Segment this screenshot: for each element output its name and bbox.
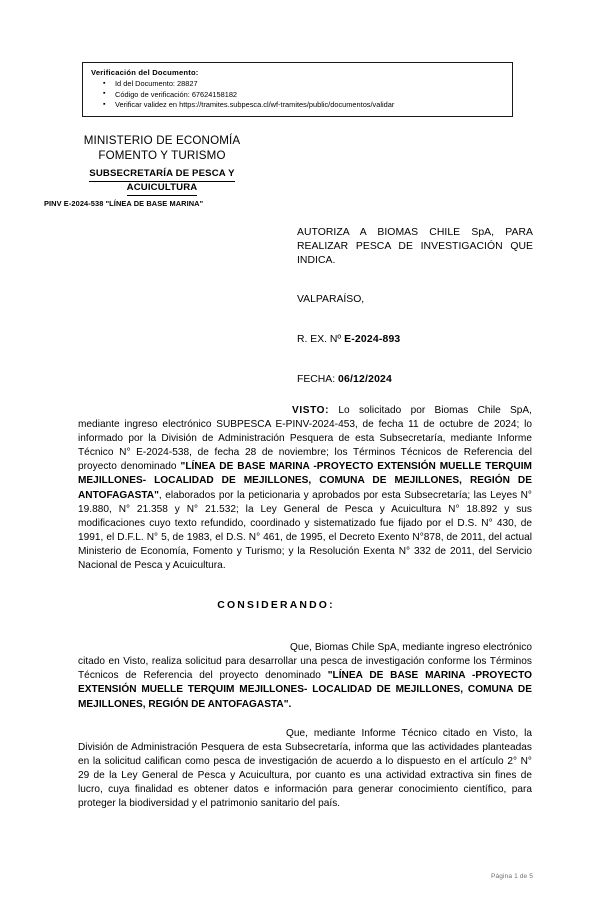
considerando-heading: CONSIDERANDO:	[217, 600, 335, 612]
ministry-line-2: FOMENTO Y TURISMO	[98, 148, 226, 162]
ministry-line-1: MINISTERIO DE ECONOMÍA	[83, 134, 241, 147]
considerando-1-project-title: "LÍNEA DE BASE MARINA -PROYECTO EXTENSIÓN MUELLE TERQUIM MEJILLONES- LOCALIDAD DE MEJILLONES, COMUNA DE MEJILLONES, REGIÓN DE ANTOFAGASTA".	[78, 670, 532, 710]
verification-item-document-id: ▪ Id del Documento: 28827	[115, 79, 506, 90]
considerando-paragraph-2	[78, 727, 532, 812]
visto-text-part2: , elaborados por la peticionaria y aprobados por esta Subsecretaría; las Leyes N° 19.880, N° 21.358 y N° 21.532; la Ley General de Pesca y Acuicultura N° 18.892 y sus modificaciones cuyo texto refundido, coordinado y sistematizado fue fijado por el D.S. N° 430, de 1991, el D.F.L. N° 5, de 1983, el D.S. N° 461, de 1995, el Decreto Exento N°878, de 2011, del actual Ministerio de Economía, Fomento y Turismo; y la Resolución Exenta N° 332 de 2011, del Servicio Nacional de Pesca y Acuicultura.	[78, 489, 532, 572]
document-body	[78, 404, 532, 811]
subsecretaria-line-2: ACUICULTURA	[127, 182, 198, 196]
date-line	[297, 373, 533, 387]
verification-item-code: ▪ Código de verificación: 67624158182	[115, 90, 506, 101]
verification-list	[91, 79, 506, 111]
verification-title: Verificación del Documento:	[91, 68, 199, 77]
resolution-number: E-2024-893	[344, 334, 401, 345]
considerando-2-text: Que, mediante Informe Técnico citado en Visto, la División de Administración Pesquera de esta Subsecretaría, informa que las actividades planteadas en la solicitud califican como pesca de investigación de acuerdo a lo dispuesto en el artículo 2° N° 29 de la Ley General de Pesca y Acuicultura, por cuanto es una actividad extractiva sin fines de lucro, cuya finalidad es obtener datos e información para generar conocimiento científico, para proteger la biodiversidad y el patrimonio sanitario del país.	[78, 727, 532, 810]
visto-project-title: "LÍNEA DE BASE MARINA -PROYECTO EXTENSIÓN MUELLE TERQUIM MEJILLONES- LOCALIDAD DE MEJILLONES, COMUNA DE MEJILLONES, REGIÓN DE ANTOFAGASTA"	[78, 461, 532, 501]
page-footer: Página 1 de 5	[491, 873, 533, 880]
subject-text: AUTORIZA A BIOMAS CHILE SpA, PARA REALIZAR PESCA DE INVESTIGACIÓN QUE INDICA.	[297, 227, 533, 266]
city-text: VALPARAÍSO,	[297, 294, 365, 305]
subsecretaria-line-1: SUBSECRETARÍA DE PESCA Y	[89, 168, 234, 182]
verification-item-url[interactable]: ▪ Verificar validez en https://tramites.subpesca.cl/wf-tramites/public/documentos/validar	[115, 100, 506, 111]
verification-box	[82, 62, 513, 117]
considerando-1-text: Que, Biomas Chile SpA, mediante ingreso electrónico citado en Visto, realiza solicitud para desarrollar una pesca de investigación conforme los Términos Técnicos de Referencia del proyecto denominado	[78, 642, 532, 682]
resolution-line	[297, 333, 533, 347]
visto-label: VISTO:	[292, 405, 330, 416]
resolution-prefix: R. EX. Nº	[297, 334, 345, 345]
visto-paragraph	[78, 404, 532, 573]
project-code-label: PINV E-2024-538 "LÍNEA DE BASE MARINA"	[44, 199, 204, 208]
heading-block	[297, 226, 533, 387]
date-prefix: FECHA:	[297, 374, 338, 385]
visto-text-part1: Lo solicitado por Biomas Chile SpA, mediante ingreso electrónico SUBPESCA E-PINV-2024-453, de fecha 11 de octubre de 2024; lo informado por la División de Administración Pesquera de esta Subsecretaría, mediante Informe Técnico N° E-2024-538, de fecha 28 de noviembre; los Términos Técnicos de Referencia del proyecto denominado	[78, 405, 532, 473]
subsecretaria-heading	[42, 168, 282, 196]
considerando-paragraph-1	[78, 641, 532, 711]
date-value: 06/12/2024	[338, 374, 393, 385]
letterhead	[42, 134, 282, 208]
